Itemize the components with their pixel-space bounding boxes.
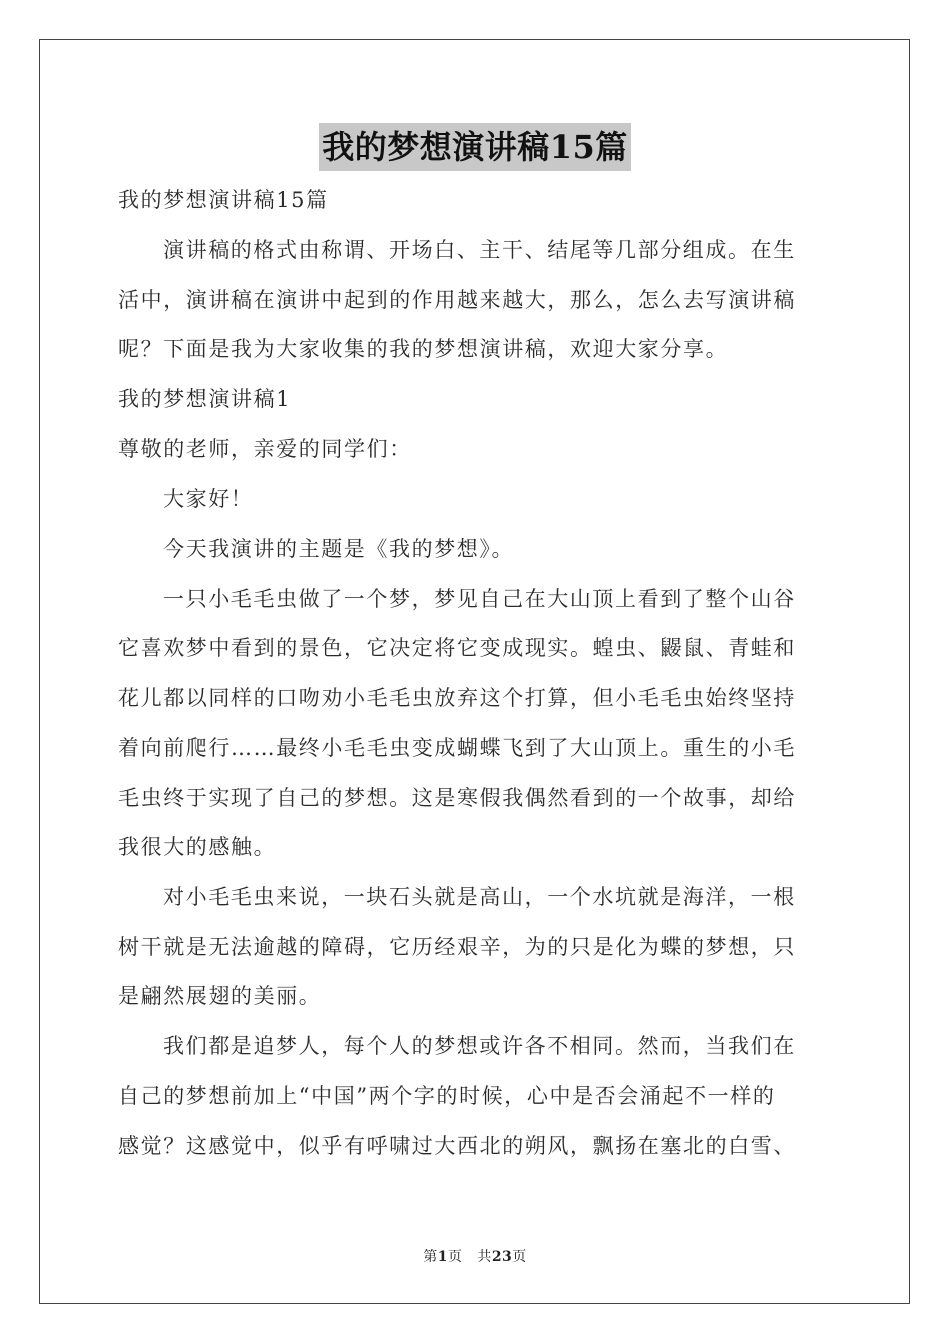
section-heading: 我的梦想演讲稿1 xyxy=(118,387,292,411)
page-suffix: 页 xyxy=(447,1249,463,1265)
stone-line-1: 对小毛毛虫来说，一块石头就是高山，一个水坑就是海洋，一根 xyxy=(163,885,796,909)
page-prefix: 第 xyxy=(423,1249,438,1265)
page-border xyxy=(39,39,910,1304)
subtitle-line: 我的梦想演讲稿15篇 xyxy=(118,188,329,212)
greeting: 大家好！ xyxy=(163,487,254,511)
dreamers-line-3: 感觉？这感觉中，似乎有呼啸过大西北的朔风，飘扬在塞北的白雪、 xyxy=(118,1134,796,1158)
caterpillar-line-4: 着向前爬行……最终小毛毛虫变成蝴蝶飞到了大山顶上。重生的小毛 xyxy=(118,736,796,760)
total-prefix: 共 xyxy=(477,1249,492,1265)
intro-line-3: 呢？下面是我为大家收集的我的梦想演讲稿，欢迎大家分享。 xyxy=(118,337,729,361)
dreamers-line-2: 自己的梦想前加上“中国”两个字的时候，心中是否会涌起不一样的 xyxy=(118,1084,776,1108)
topic-line: 今天我演讲的主题是《我的梦想》。 xyxy=(163,537,515,561)
caterpillar-line-5: 毛虫终于实现了自己的梦想。这是寒假我偶然看到的一个故事，却给 xyxy=(118,786,796,810)
intro-line-1: 演讲稿的格式由称谓、开场白、主干、结尾等几部分组成。在生 xyxy=(163,238,796,262)
stone-line-2: 树干就是无法逾越的障碍，它历经艰辛，为的只是化为蝶的梦想，只 xyxy=(118,935,796,959)
title-container xyxy=(0,123,950,171)
page-footer xyxy=(0,1246,950,1266)
document-title: 我的梦想演讲稿15篇 xyxy=(319,123,631,171)
total-pages: 23 xyxy=(491,1249,513,1265)
caterpillar-line-6: 我很大的感触。 xyxy=(118,835,277,859)
page-number: 1 xyxy=(437,1249,448,1265)
caterpillar-line-2: 它喜欢梦中看到的景色，它决定将它变成现实。蝗虫、鼹鼠、青蛙和 xyxy=(118,636,796,660)
salutation: 尊敬的老师，亲爱的同学们： xyxy=(118,437,412,461)
intro-line-2: 活中，演讲稿在演讲中起到的作用越来越大，那么，怎么去写演讲稿 xyxy=(118,288,796,312)
stone-line-3: 是翩然展翅的美丽。 xyxy=(118,984,322,1008)
total-suffix: 页 xyxy=(512,1249,527,1265)
caterpillar-line-3: 花儿都以同样的口吻劝小毛毛虫放弃这个打算，但小毛毛虫始终坚持 xyxy=(118,686,796,710)
dreamers-line-1: 我们都是追梦人，每个人的梦想或许各不相同。然而，当我们在 xyxy=(163,1034,796,1058)
caterpillar-line-1: 一只小毛毛虫做了一个梦，梦见自己在大山顶上看到了整个山谷 xyxy=(163,587,796,611)
